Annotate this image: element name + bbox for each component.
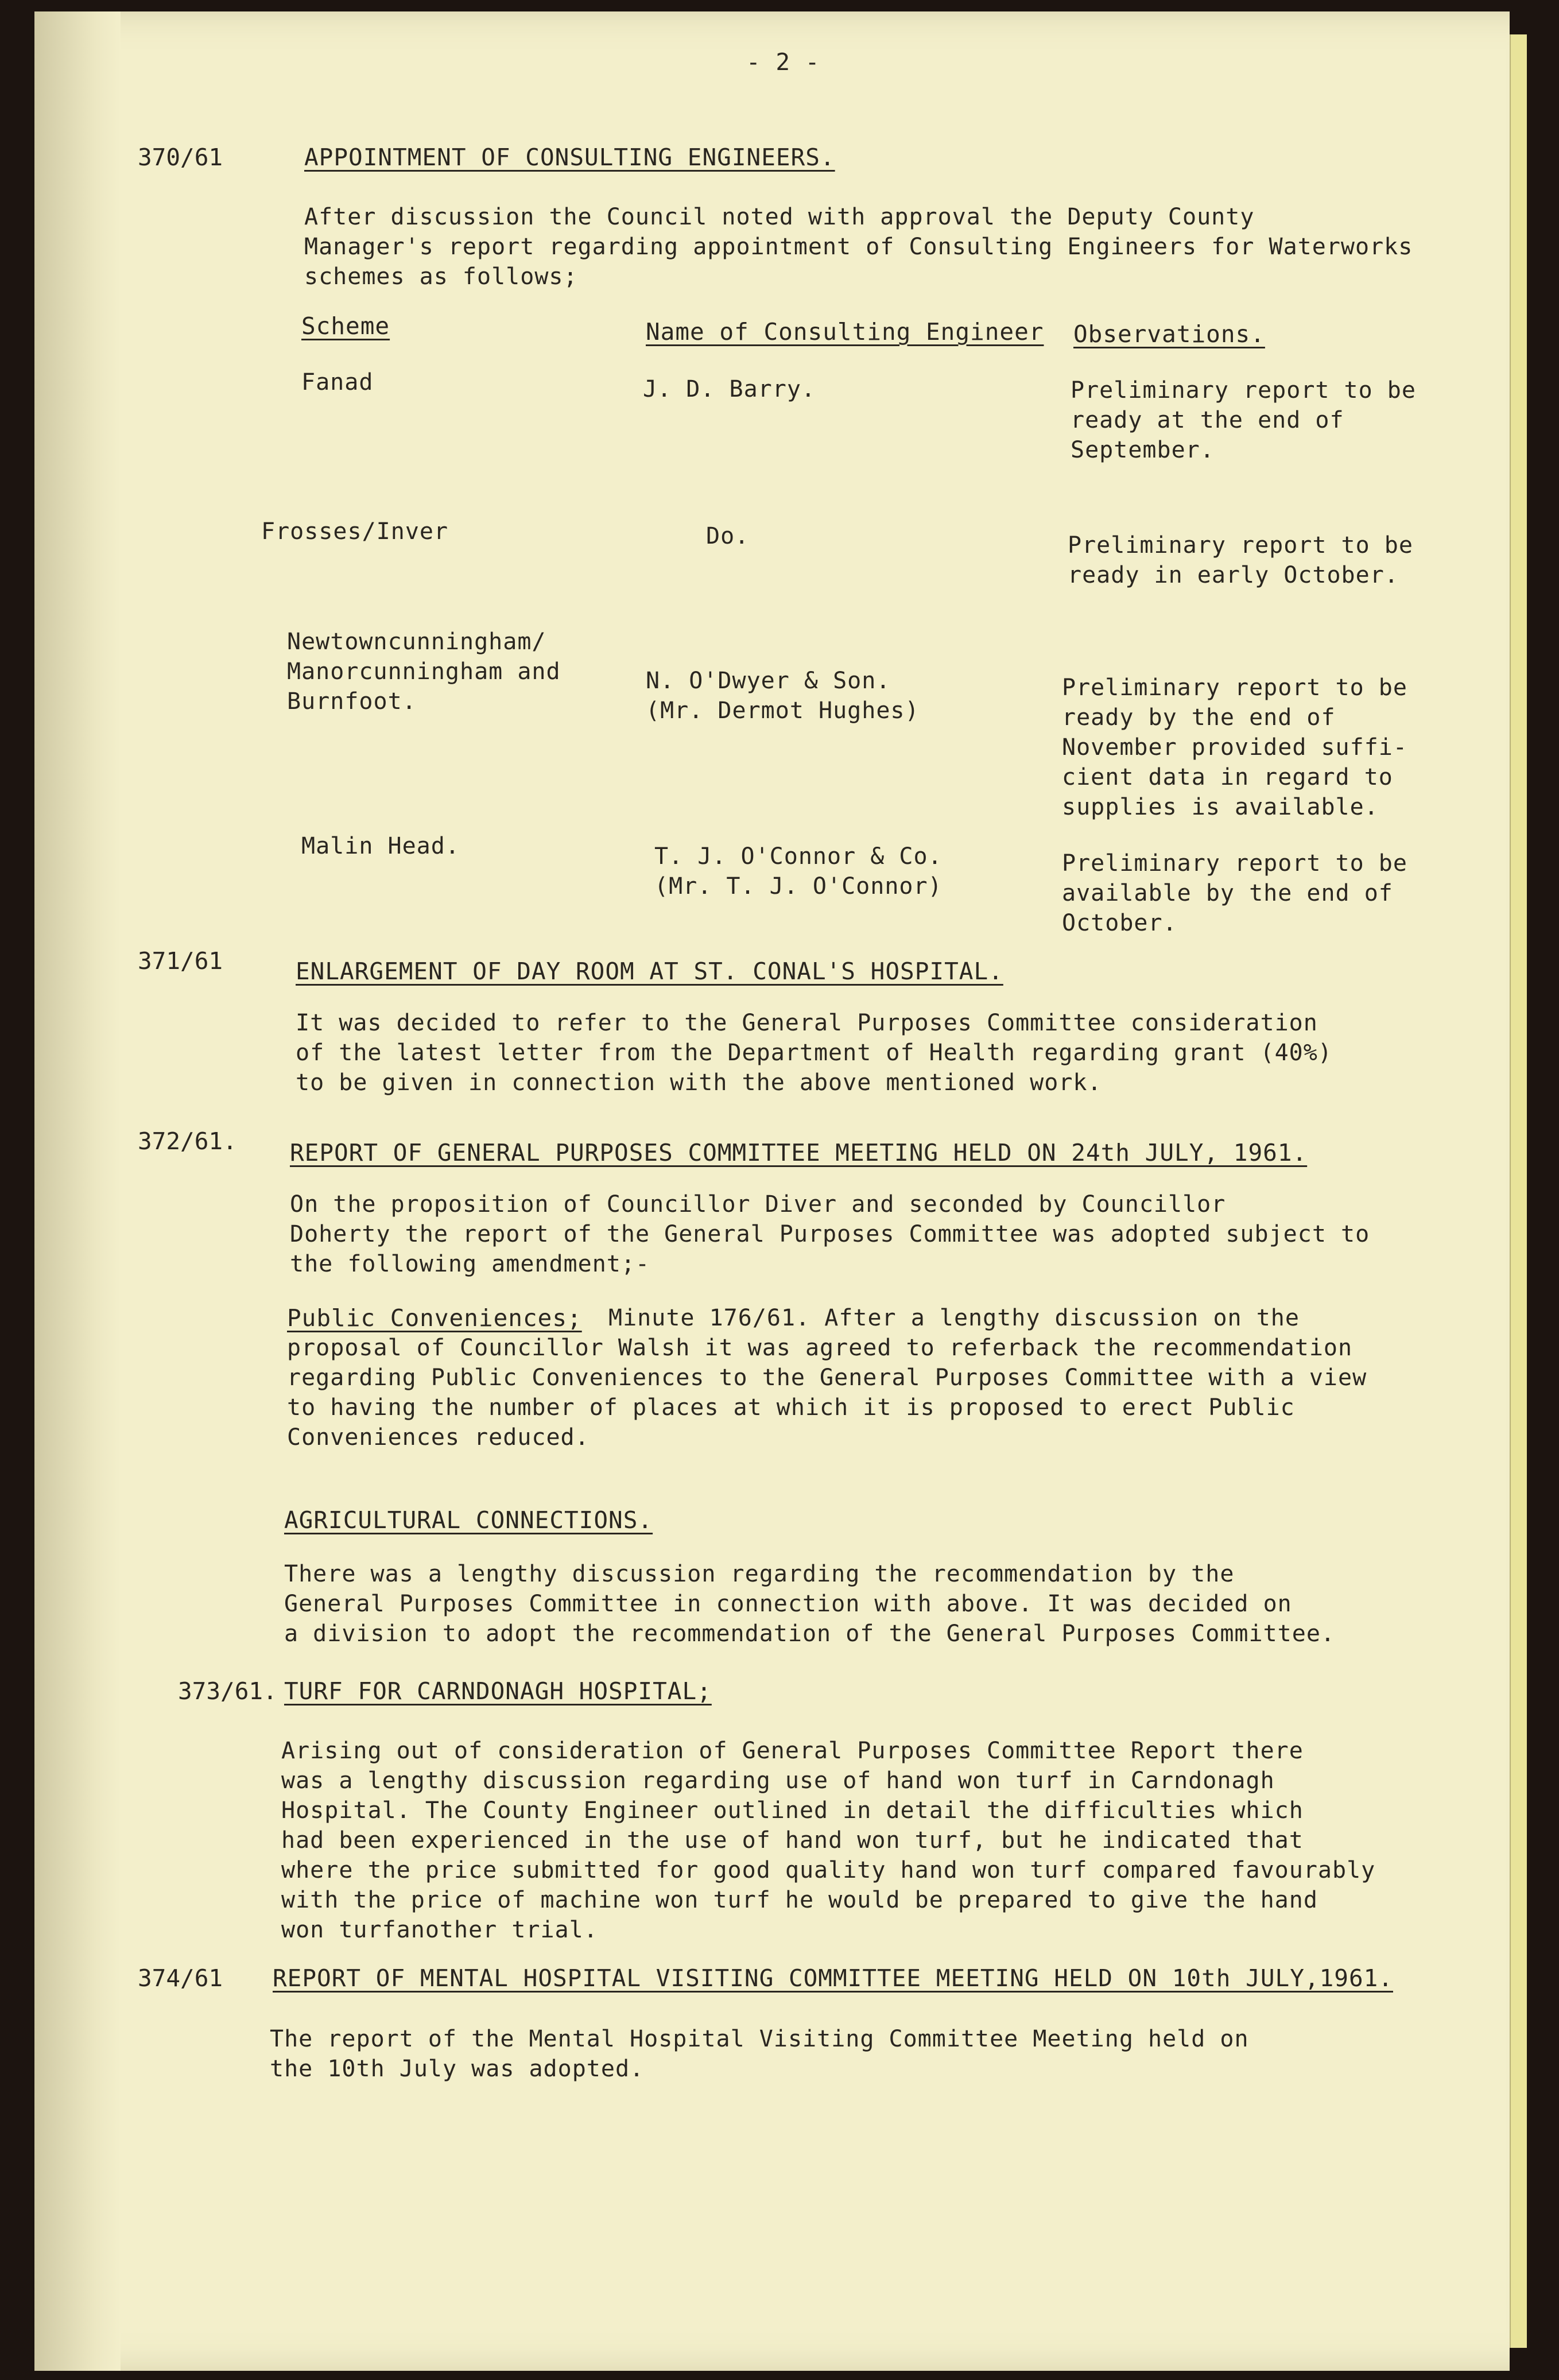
section-heading: AGRICULTURAL CONNECTIONS. bbox=[284, 1506, 653, 1534]
section-heading: REPORT OF MENTAL HOSPITAL VISITING COMMITTEE MEETING HELD ON 10th JULY,1961. bbox=[273, 1964, 1393, 1992]
table-header-observations: Observations. bbox=[1073, 320, 1265, 348]
section-intro: After discussion the Council noted with approval the Deputy County Manager's report regarding appointment of Consulting Engineers for Waterworks schemes as follows; bbox=[304, 204, 1413, 290]
section-body: It was decided to refer to the General Purposes Committee consideration of the latest letter from the Department of Health regarding grant (40%) to be given in connection with the above mentioned work. bbox=[296, 1010, 1332, 1096]
sub-heading: Public Conveniences; bbox=[287, 1304, 582, 1332]
minute-number: 374/61 bbox=[138, 1964, 223, 1992]
section-heading: ENLARGEMENT OF DAY ROOM AT ST. CONAL'S HOSPITAL. bbox=[296, 958, 1003, 985]
table-cell-engineer: N. O'Dwyer & Son. (Mr. Dermot Hughes) bbox=[646, 668, 920, 724]
table-header-scheme: Scheme bbox=[301, 312, 390, 340]
table-cell-engineer: J. D. Barry. bbox=[643, 376, 816, 402]
page-number: - 2 - bbox=[746, 48, 820, 76]
table-cell-engineer: Do. bbox=[706, 523, 750, 549]
section-body: On the proposition of Councillor Diver and seconded by Councillor Doherty the report of the General Purposes Committee was adopted subject to the following amendment;- bbox=[290, 1191, 1370, 1277]
section-body: The report of the Mental Hospital Visiting Committee Meeting held on the 10th July was adopted. bbox=[270, 2026, 1249, 2082]
minute-number: 372/61. bbox=[138, 1127, 237, 1155]
minute-number: 373/61. bbox=[178, 1677, 277, 1705]
table-cell-scheme: Malin Head. bbox=[301, 833, 460, 859]
binding-gutter bbox=[34, 11, 121, 2371]
table-cell-observation: Preliminary report to be available by the end of October. bbox=[1062, 850, 1407, 936]
section-heading: TURF FOR CARNDONAGH HOSPITAL; bbox=[284, 1677, 712, 1705]
sub-body: Minute 176/61. After a lengthy discussion on the proposal of Councillor Walsh it was agreed to referback the recommendation regarding Public Conveniences to the General Purposes Committee with a view to having the number of places at which it is proposed to erect Public Conveniences reduced. bbox=[287, 1305, 1367, 1451]
section-body: There was a lengthy discussion regarding the recommendation by the General Purposes Committee in connection with above. It was decided on a division to adopt the recommendation of the General Purposes Committee. bbox=[284, 1561, 1335, 1647]
table-cell-scheme: Newtowncunningham/ Manorcunningham and Burnfoot. bbox=[287, 629, 561, 715]
section-heading: APPOINTMENT OF CONSULTING ENGINEERS. bbox=[304, 144, 835, 171]
table-header-engineer: Name of Consulting Engineer bbox=[646, 318, 1044, 346]
page-edge bbox=[1510, 34, 1527, 2348]
table-cell-scheme: Fanad bbox=[301, 369, 374, 396]
table-cell-scheme: Frosses/Inver bbox=[261, 518, 449, 545]
section-body: Arising out of consideration of General Purposes Committee Report there was a lengthy discussion regarding use of hand won turf in Carndonagh Hospital. The County Engineer outlined in detail the difficulties which had been experienced in the use of hand won turf, but he indicated that where the price submitted for good quality hand won turf compared favourably with the price of machine won turf he would be prepared to give the hand won turfanother trial. bbox=[281, 1738, 1376, 1943]
table-cell-engineer: T. J. O'Connor & Co. (Mr. T. J. O'Connor) bbox=[654, 843, 943, 900]
table-cell-observation: Preliminary report to be ready by the end of November provided suffi- cient data in regard to supplies is available. bbox=[1062, 675, 1407, 820]
document-page bbox=[34, 11, 1510, 2371]
minute-number: 370/61 bbox=[138, 144, 223, 171]
table-cell-observation: Preliminary report to be ready at the end of September. bbox=[1071, 377, 1416, 463]
table-cell-observation: Preliminary report to be ready in early October. bbox=[1068, 532, 1413, 588]
minute-number: 371/61 bbox=[138, 947, 223, 975]
section-heading: REPORT OF GENERAL PURPOSES COMMITTEE MEETING HELD ON 24th JULY, 1961. bbox=[290, 1139, 1308, 1166]
